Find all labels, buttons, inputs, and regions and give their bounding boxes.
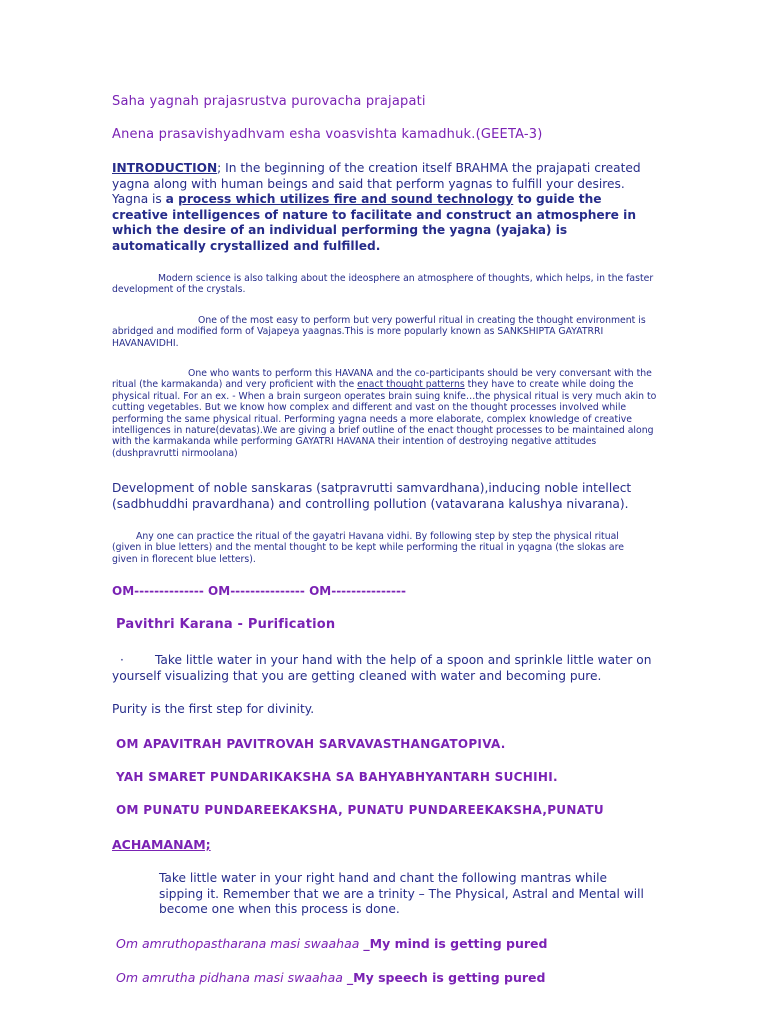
introduction-separator: ; <box>217 161 222 175</box>
introduction-text: In the beginning of the creation itself BRAHMA the prajapati created yagna along with human beings and said that perform yagnas to fulfill your desires. Yagna is <box>112 161 641 207</box>
mantra-mind-meaning: _My mind is getting pured <box>363 936 548 951</box>
mantra-mind-italic: Om amruthopastharana masi swaahaa <box>116 936 364 951</box>
participants-text-before: One who wants to perform this HAVANA and the co-participants should be very conversant with the ritual (the karmakanda) and very proficient with the <box>112 368 652 391</box>
development-paragraph: Development of noble sanskaras (satpravrutti samvardhana),inducing noble intellect (sadbhuddhi pravardhana) and controlling pollution (vatavarana kalushya nivarana). <box>112 481 632 511</box>
achamanam-instructions: Take little water in your right hand and chant the following mantras while sipping it. Remember that we are a trinity – The Physical, Astral and Mental will become one when this process is done. <box>159 871 644 917</box>
mantra-line-2: YAH SMARET PUNDARIKAKSHA SA BAHYABHYANTARH SUCHIHI. <box>116 770 558 784</box>
introduction-link[interactable]: process which utilizes fire and sound technology <box>178 192 514 207</box>
mantra-speech-meaning: _My speech is getting pured <box>346 970 546 985</box>
mantra-mind-line <box>116 936 547 951</box>
participants-paragraph <box>112 368 657 459</box>
introduction-bold-text: to guide the creative intelligences of nature to facilitate and construct an atmosphere in which the desire of an individual performing the yagna (yajaka) is automatically crystallized and fulfilled. <box>112 192 637 253</box>
introduction-label: INTRODUCTION <box>112 161 218 175</box>
introduction-paragraph <box>112 161 652 255</box>
mantra-line-1: OM APAVITRAH PAVITROVAH SARVAVASTHANGATOPIVA. <box>116 737 506 751</box>
anyone-paragraph: Any one can practice the ritual of the gayatri Havana vidhi. By following step by step the physical ritual (given in blue letters) and the mental thought to be kept while performing the ritual in yqagna (the slokas are given in florecent blue letters). <box>112 531 624 565</box>
verse-line-1: Saha yagnah prajasrustva purovacha prajapati <box>112 94 426 109</box>
mantra-speech-line <box>116 970 545 985</box>
enact-thought-patterns-link[interactable]: enact thought patterns <box>357 379 465 391</box>
mantra-speech-italic: Om amrutha pidhana masi swaahaa <box>116 970 347 985</box>
introduction-bold-lead: a <box>165 192 179 207</box>
purity-statement: Purity is the first step for divinity. <box>112 702 315 716</box>
science-paragraph: Modern science is also talking about the ideosphere an atmosphere of thoughts, which helps, in the faster development of the crystals. <box>112 273 654 296</box>
ritual-paragraph: One of the most easy to perform but very powerful ritual in creating the thought environment is abridged and modified form of Vajapeya yaagnas.This is more popularly known as SANKSHIPTA GAYATRRI HAVANAVIDHI. <box>112 315 646 349</box>
purification-step: Take little water in your hand with the help of a spoon and sprinkle little water on yourself visualizing that you are getting cleaned with water and becoming pure. <box>112 653 652 683</box>
achamanam-heading: ACHAMANAM; <box>112 837 211 852</box>
bullet-dot: · <box>120 653 124 667</box>
verse-line-2: Anena prasavishyadhvam esha voasvishta kamadhuk.(GEETA-3) <box>112 127 543 142</box>
purification-heading: Pavithri Karana - Purification <box>116 617 336 632</box>
mantra-line-3: OM PUNATU PUNDAREEKAKSHA, PUNATU PUNDAREEKAKSHA,PUNATU <box>116 803 604 817</box>
participants-text-after: they have to create while doing the physical ritual. For an ex. - When a brain surgeon operates brain suing knife…the physical ritual is very much akin to cutting vegetables. But we know how complex and different and vast on the thought processes involved while performing the same physical ritual. Performing yagna needs a more elaborate, complex knowledge of creative intelligences in nature(devatas).We are giving a brief outline of the enact thought processes to be maintained along with the karmakanda while performing GAYATRI HAVANA their intention of destroying negative attitudes (dushpravrutti nirmoolana) <box>112 379 657 459</box>
om-separator: OM-------------- OM--------------- OM--------------- <box>112 584 406 598</box>
